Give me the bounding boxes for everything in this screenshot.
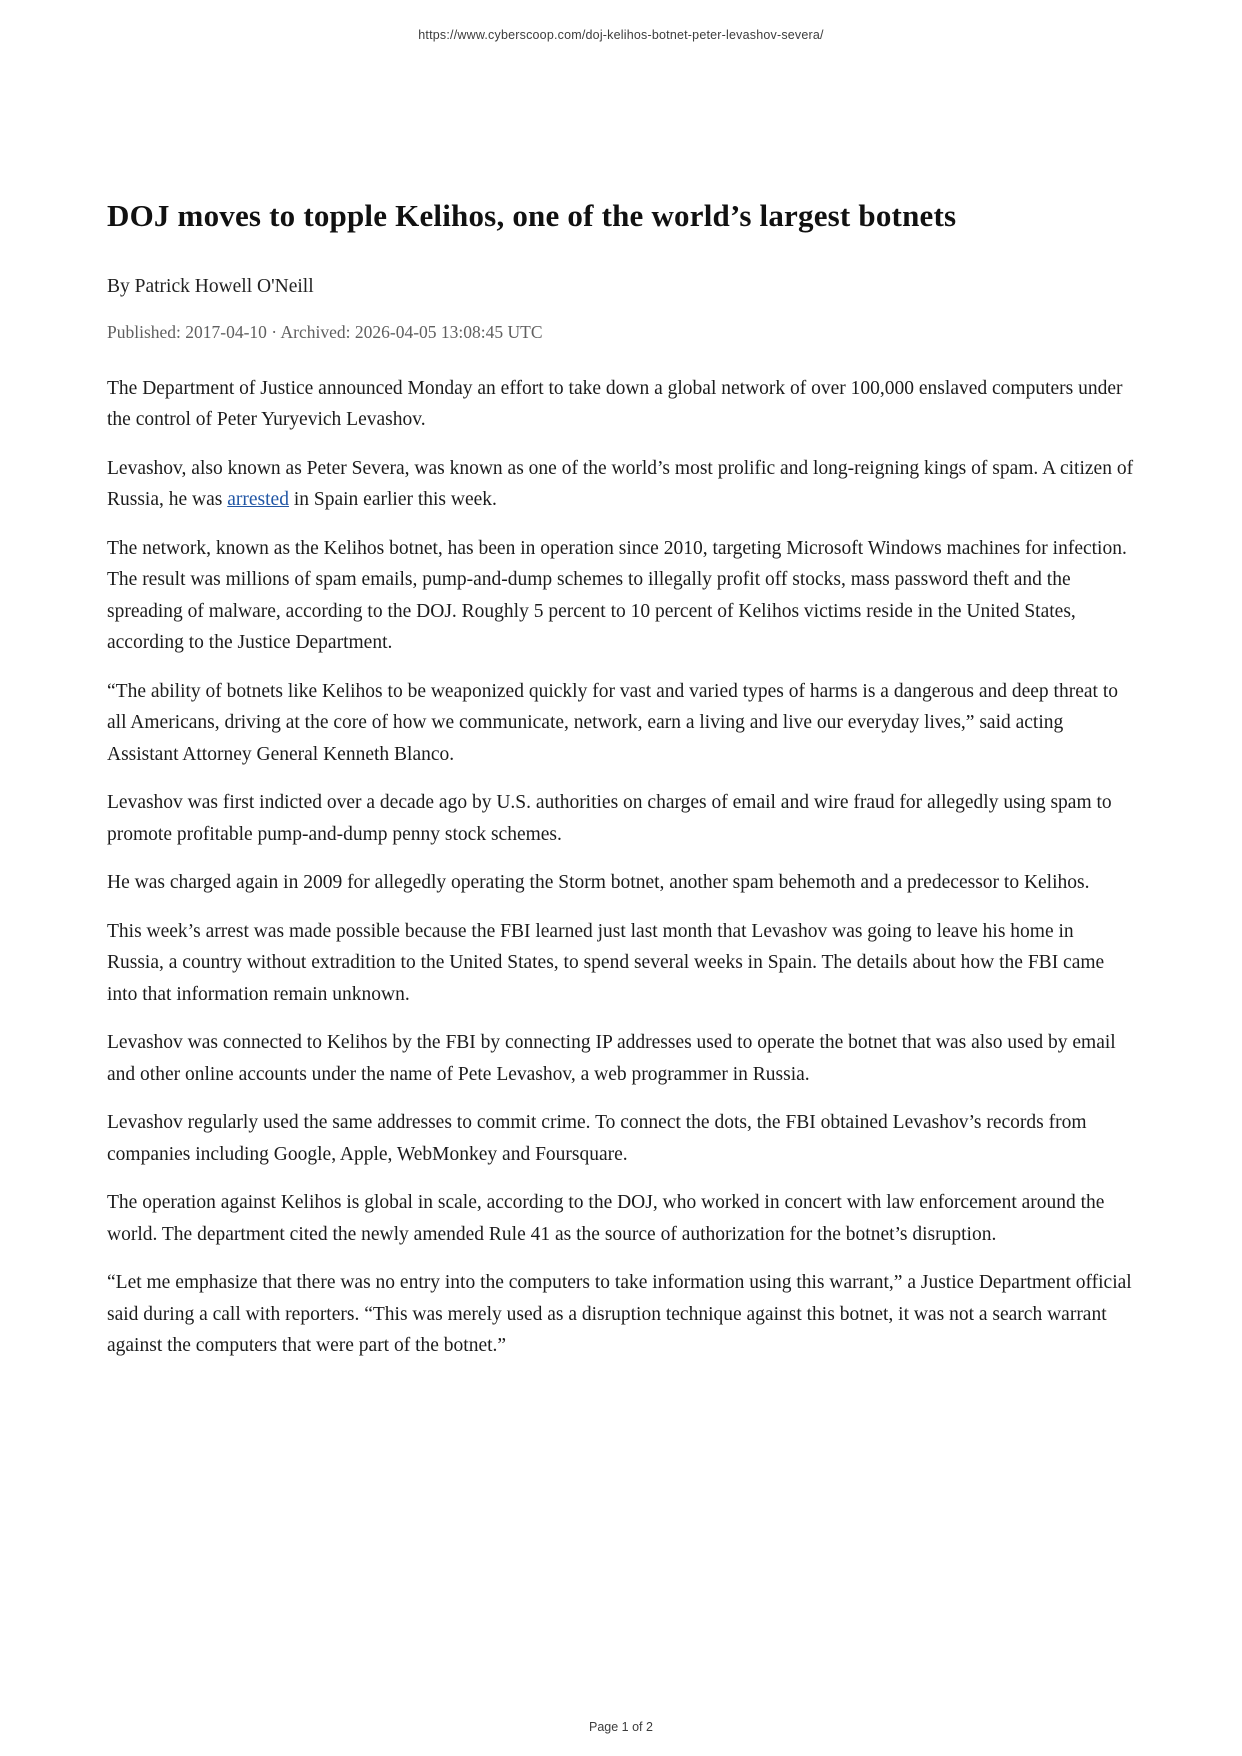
article-paragraph (107, 533, 1135, 659)
article-paragraph (107, 453, 1135, 516)
paragraph-text: Levashov regularly used the same addresses to commit crime. To connect the dots, the FBI obtained Levashov’s records from companies including Google, Apple, WebMonkey and Foursquare. (107, 1112, 1087, 1165)
article-paragraph (107, 373, 1135, 436)
print-header-url: https://www.cyberscoop.com/doj-kelihos-botnet-peter-levashov-severa/ (418, 28, 824, 42)
article-body (107, 373, 1135, 1362)
article-paragraph (107, 676, 1135, 771)
article-paragraph (107, 867, 1135, 899)
article-title: DOJ moves to topple Kelihos, one of the world’s largest botnets (107, 198, 957, 233)
article-paragraph (107, 916, 1135, 1011)
paragraph-text: This week’s arrest was made possible because the FBI learned just last month that Levashov was going to leave his home in Russia, a country without extradition to the United States, to spend several weeks in Spain. The details about how the FBI came into that information remain unknown. (107, 920, 1105, 1005)
paragraph-text: Levashov was first indicted over a decade ago by U.S. authorities on charges of email and wire fraud for allegedly using spam to promote profitable pump-and-dump penny stock schemes. (107, 792, 1112, 845)
article-meta-line: Published: 2017-04-10 · Archived: 2026-04-05 13:08:45 UTC (107, 321, 543, 342)
paragraph-text: Levashov, also known as Peter Severa, was known as one of the world’s most prolific and long-reigning kings of spam. A citizen of Russia, he was (107, 457, 1134, 511)
paragraph-text: The Department of Justice announced Monday an effort to take down a global network of over 100,000 enslaved computers under the control of Peter Yuryevich Levashov. (107, 377, 1123, 431)
paragraph-text: “The ability of botnets like Kelihos to be weaponized quickly for vast and varied types of harms is a dangerous and deep threat to all Americans, driving at the core of how we communicate, network, earn a living and live our everyday lives,” said acting Assistant Attorney General Kenneth Blanco. (107, 680, 1118, 765)
page-footer: Page 1 of 2 (589, 1720, 653, 1734)
paragraph-text: Levashov was connected to Kelihos by the FBI by connecting IP addresses used to operate the botnet that was also used by email and other online accounts under the name of Pete Levashov, a web programmer in Russia. (107, 1032, 1116, 1085)
article-paragraph (107, 1267, 1135, 1362)
article-paragraph (107, 1027, 1135, 1090)
arrested-link[interactable]: arrested (227, 489, 289, 511)
paragraph-text: The network, known as the Kelihos botnet, has been in operation since 2010, targeting Microsoft Windows machines for infection. The result was millions of spam emails, pump-and-dump schemes to illegally profit off stocks, mass password theft and the spreading of malware, according to the DOJ. Roughly 5 percent to 10 percent of Kelihos victims reside in the United States, according to the Justice Department. (107, 537, 1127, 654)
article-paragraph (107, 787, 1135, 850)
paragraph-text: in Spain earlier this week. (288, 489, 497, 511)
paragraph-text: “Let me emphasize that there was no entry into the computers to take information using this warrant,” a Justice Department official said during a call with reporters. “This was merely used as a disruption technique against this botnet, it was not a search warrant against the computers that were part of the botnet.” (107, 1272, 1132, 1357)
paragraph-text: The operation against Kelihos is global in scale, according to the DOJ, who worked in concert with law enforcement around the world. The department cited the newly amended Rule 41 as the source of authorization for the botnet’s disruption. (107, 1192, 1105, 1245)
article-paragraph (107, 1107, 1135, 1170)
article-paragraph (107, 1187, 1135, 1250)
paragraph-text: He was charged again in 2009 for allegedly operating the Storm botnet, another spam behemoth and a predecessor to Kelihos. (107, 872, 1090, 894)
article-byline: By Patrick Howell O'Neill (107, 275, 314, 297)
